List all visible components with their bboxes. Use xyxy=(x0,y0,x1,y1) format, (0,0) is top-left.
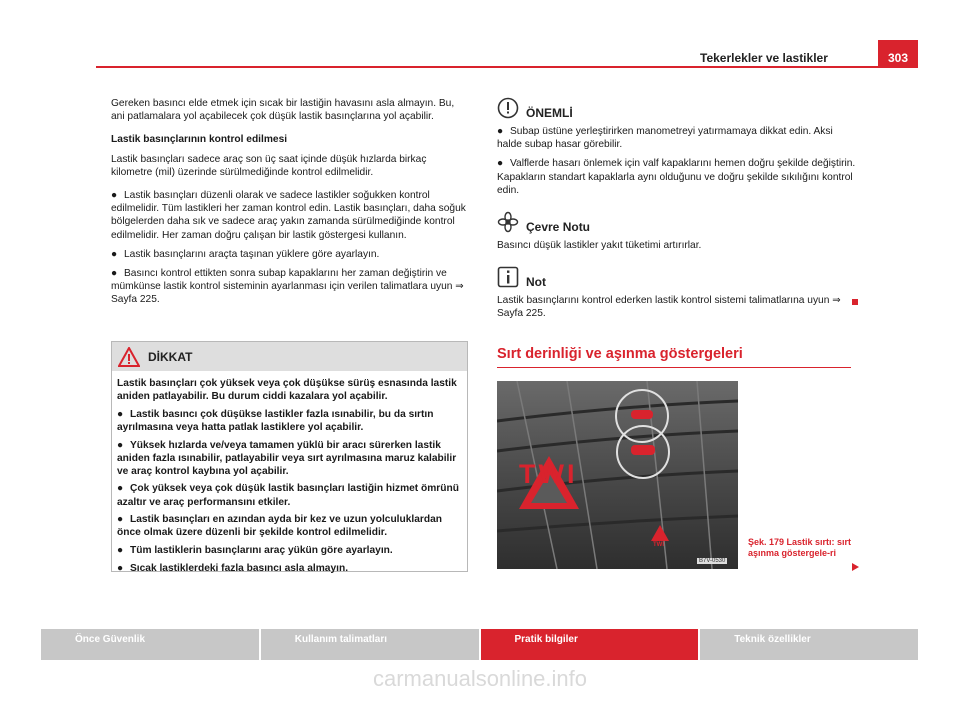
note-header xyxy=(497,266,857,294)
warning-triangle-icon xyxy=(118,347,140,367)
tab-technical-data[interactable]: Teknik özellikler xyxy=(700,629,918,660)
twi-small-label: TWI xyxy=(653,542,664,548)
watermark: carmanualsonline.info xyxy=(372,666,588,691)
left-column xyxy=(111,97,467,313)
warning-item: ● Lastik basıncı çok düşükse lastikler fazla ısınabilir, bu da sırtın ayrılmasına veya hatta patlak lastiklere yol açabilir. xyxy=(117,408,434,433)
important-title: ÖNEMLİ xyxy=(526,106,573,120)
subheading: Lastik basınçlarının kontrol edilmesi xyxy=(111,134,288,146)
section-title: Sırt derinliği ve aşınma göstergeleri xyxy=(497,346,743,362)
header-rule xyxy=(96,66,918,68)
tab-practical-info[interactable]: Pratik bilgiler xyxy=(481,629,701,660)
intro-paragraph: Gereken basıncı elde etmek için sıcak bir lastiğin havasını asla almayın. Bu, ani patlamalara yol açabilecek çok düşük lastik basınçlarına yol açabilir. xyxy=(111,98,455,123)
figure-caption: Şek. 179 Lastik sırtı: sırt aşınma göstergele-ri xyxy=(748,537,852,558)
warning-header xyxy=(112,342,467,371)
footer-nav xyxy=(41,629,918,660)
warning-item: ● Lastik basınçları en azından ayda bir kez ve uzun yolculuklardan önce olmak üzere düzenli bir şekilde kontrol edilmelidir. xyxy=(117,514,442,539)
exclamation-circle-icon xyxy=(497,97,519,119)
flower-icon xyxy=(497,211,519,233)
figure-code: B7V-0530 xyxy=(699,558,726,564)
note-text: Lastik basınçlarını kontrol ederken lastik kontrol sistemi talimatlarına uyun ⇒ Sayfa 225. xyxy=(497,295,841,320)
env-note-text: Basıncı düşük lastikler yakıt tüketimi artırırlar. xyxy=(497,240,702,252)
note-title: Not xyxy=(526,275,546,290)
important-item: ● Valflerde hasarı önlemek için valf kapaklarını hemen doğru şekilde değiştirin. Kapakların standart kapaklarla aynı olduğunu ve doğru şekilde sıkılığını kontrol edin. xyxy=(497,158,856,196)
warning-item: ● Çok yüksek veya çok düşük lastik basınçları lastiğin hizmet ömrünü azaltır ve araç performansını etkiler. xyxy=(117,483,459,508)
list-item: ● Basıncı kontrol ettikten sonra subap kapaklarını her zaman değiştirin ve mümkünse lastik kontrol sisteminin ayarlanması için verilen talimatlara uyun ⇒ Sayfa 225. xyxy=(111,268,464,306)
warning-intro: Lastik basınçları çok yüksek veya çok düşükse sürüş esnasında lastik aniden patlayabilir. Bu durum ciddi kazalara yol açabilir. xyxy=(117,378,457,403)
important-header xyxy=(497,97,857,125)
list-item: ● Lastik basınçları düzenli olarak ve sadece lastikler soğukken kontrol edilmelidir. Tüm lastikleri her zaman kontrol edin. Lastik basınçları, daha soğuk bölgelerden daha sık ve sadece araç yakın zamanda sürülmediğinde kontrol edilmelidir. Her zaman doğru çalışan bir lastik göstergesi kullanın. xyxy=(111,190,466,241)
warning-title: DİKKAT xyxy=(148,350,193,364)
right-column xyxy=(497,97,857,327)
info-note-icon xyxy=(497,266,519,288)
env-note-header xyxy=(497,211,857,239)
warning-box xyxy=(111,341,468,572)
chapter-title: Tekerlekler ve lastikler xyxy=(700,51,828,65)
env-note-title: Çevre Notu xyxy=(526,220,591,235)
list-item: ● Lastik basınçlarını araçta taşınan yüklere göre ayarlayın. xyxy=(111,248,380,260)
continue-arrow-icon xyxy=(852,563,859,571)
warning-item: ● Tüm lastiklerin basınçlarını araç yükün göre ayarlayın. xyxy=(117,545,393,556)
page-number: 303 xyxy=(878,40,918,68)
tab-safety[interactable]: Önce Güvenlik xyxy=(41,629,261,660)
section-end-marker xyxy=(852,299,858,305)
check-paragraph: Lastik basınçları sadece araç son üç saat içinde düşük hızlarda birkaç kilometre (mil) üzerinde sürülmediğinde kontrol edilmelidir. xyxy=(111,153,427,178)
section-rule xyxy=(497,367,851,368)
warning-item: ● Sıcak lastiklerdeki fazla basıncı asla almayın. xyxy=(117,562,349,574)
tire-tread-figure xyxy=(497,381,738,569)
important-item: ● Subap üstüne yerleştirirken manometreyi yatırmamaya dikkat edin. Aksi halde subap hasar görebilir. xyxy=(497,126,833,151)
warning-item: ● Yüksek hızlarda ve/veya tamamen yüklü bir aracı sürerken lastik aniden fazla ısınabilir, patlayabilir veya sırt ayrılmasına maruz kalabilir ve araç kontrol kaybına yol açabilir. xyxy=(117,439,457,477)
twi-large-label: TWI xyxy=(519,459,578,489)
tab-operating-instructions[interactable]: Kullanım talimatları xyxy=(261,629,481,660)
